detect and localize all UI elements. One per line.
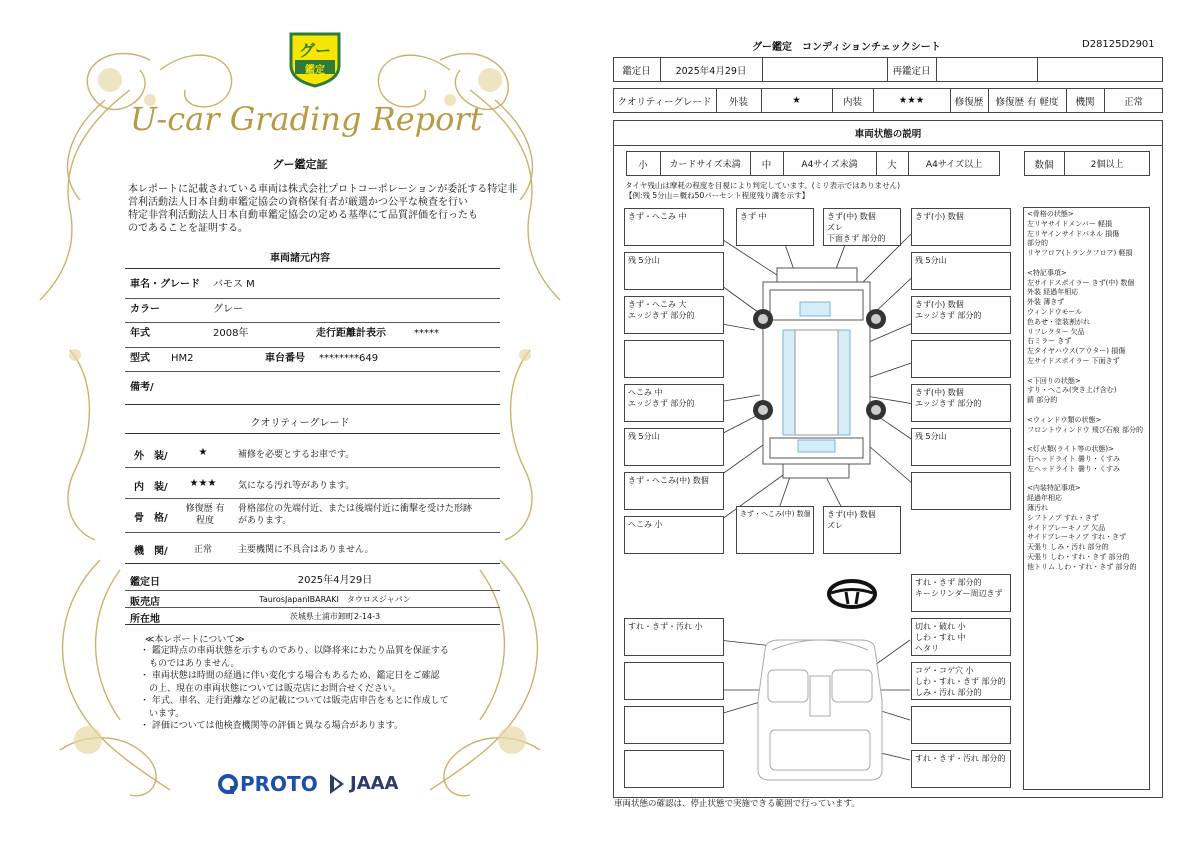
jaaa-logo-text: JAAA: [350, 773, 399, 794]
tire-note-line: 【例:残 5分山＝概ね50パーセント程度残り溝を示す】: [625, 191, 810, 200]
address-value: 茨城県土浦市卸町2-14-3: [289, 612, 381, 621]
special-note-line: 他トリム しわ・すれ・きず 部分的: [1027, 562, 1137, 571]
appraisal-date-label: 鑑定日: [130, 577, 160, 588]
state-title: 車両状態の説明: [854, 128, 922, 140]
certificate-text: [128, 183, 518, 235]
grade-value: ★★★: [189, 478, 217, 489]
damage-text: 残 5分山: [628, 432, 660, 441]
interior-box: [624, 662, 724, 700]
store-value: TaurosJapanIBARAKI タウロスジャパン: [259, 595, 411, 604]
special-note-line: 左サイドスポイラー きず(中) 数個: [1027, 278, 1135, 287]
damage-text: きず(小) 数個: [915, 212, 964, 221]
damage-text: きず(中) 数個 ズレ 下面きず 部分的: [827, 212, 886, 243]
interior-box: [624, 706, 724, 744]
exterior-label: 外装: [728, 96, 748, 108]
note-line: ・ 年式、車名、走行距離などの記載については販売店申告をもとに作成して: [140, 696, 449, 706]
repair-value: 修復歴 有 軽度: [995, 96, 1059, 108]
special-note-line: サイドブレーキノブ 欠品: [1027, 523, 1106, 532]
special-note-line: フロントウィンドウ 飛び石痕 部分的: [1027, 425, 1144, 434]
damage-text: きず(小) 数個 エッジきず 部分的: [915, 300, 982, 320]
date-label: 鑑定日: [622, 65, 651, 77]
grade-label: 内 装/: [134, 482, 168, 493]
special-note-line: [1027, 367, 1149, 377]
special-note-line: [1027, 259, 1149, 269]
special-note-line: 錆 部分的: [1027, 396, 1058, 405]
tire-note-line: タイヤ残山は摩耗の程度を目視により判定しています。(ミリ表示ではありません): [625, 181, 901, 190]
grade-label: クオリティーグレード: [617, 96, 712, 108]
special-notes-list: [1027, 210, 1149, 572]
note-line: の上、現在の車両状態については販売店にお問合せください。: [140, 683, 401, 694]
special-note-line: 右ヘッドライト 曇り・くすみ: [1027, 454, 1121, 463]
special-note-line: 薄汚れ: [1027, 503, 1048, 512]
quality-title: クオリティーグレード: [250, 418, 350, 429]
special-note-line: 色あせ・塗装割がれ: [1027, 317, 1090, 326]
address-label: 所在地: [130, 614, 160, 625]
special-note-line: [1027, 475, 1149, 485]
special-note-line: <ウィンドウ類の状態>: [1027, 415, 1102, 424]
damage-text: 残 5分山: [915, 256, 947, 265]
document-id: D28125D2901: [1082, 39, 1155, 50]
legend-large-desc: A4サイズ以上: [925, 160, 983, 170]
special-note-line: <灯火類(ライト等の状態)>: [1027, 445, 1114, 454]
script-title: U-car Grading Report: [130, 100, 483, 138]
legend-small: 小: [638, 159, 648, 171]
legend-large: 大: [887, 159, 897, 171]
special-note-line: <骨格の状態>: [1027, 210, 1074, 218]
grade-value: 正常: [193, 545, 212, 555]
date-value: 2025年4月29日: [675, 65, 747, 77]
spec-title: 車両諸元内容: [270, 253, 330, 264]
damage-text: きず・へこみ(中) 数個: [628, 476, 709, 485]
interior-text: すれ・きず・汚れ 部分的: [915, 754, 1006, 763]
name-value: バモス M: [213, 279, 255, 290]
interior-text: すれ・きず・汚れ 小: [628, 622, 703, 631]
damage-text: へこみ 小: [628, 520, 663, 529]
grade-desc: 主要機関に不具合はありません。: [238, 545, 374, 555]
special-note-line: <下回りの状態>: [1027, 376, 1081, 385]
interior-value: ★★★: [898, 95, 925, 106]
certificate-line: 特定非営利活動法人日本自動車鑑定協会の定める基準にて品質評価を行ったも: [128, 210, 478, 221]
special-note-line: 左リヤサイドメンバー 軽損: [1027, 219, 1113, 228]
sheet-title: グー鑑定 コンディションチェックシート: [752, 42, 941, 53]
engine-label: 機関: [1075, 96, 1095, 108]
exterior-value: ★: [792, 95, 801, 106]
note-line: ・ 鑑定時点の車両状態を示すものであり、以降将来にわたり品質を保証する: [140, 646, 449, 656]
year-value: 2008年: [213, 328, 249, 339]
special-note-line: 天張り しわ・すれ・きず 部分的: [1027, 552, 1130, 561]
special-note-line: ウィンドウモール: [1027, 307, 1083, 316]
special-note-line: 経過年相応: [1027, 494, 1062, 503]
damage-text: へこみ 中 エッジきず 部分的: [628, 388, 695, 408]
special-note-line: <内装特記事項>: [1027, 484, 1081, 493]
special-note-line: 外装 薄きず: [1027, 298, 1065, 307]
grade-label: 外 装/: [134, 451, 168, 462]
damage-text: きず 中: [740, 212, 767, 221]
grade-desc: 気になる汚れ等があります。: [238, 481, 355, 491]
damage-text: きず(中) 数個 ズレ: [827, 510, 876, 530]
special-note-line: [1027, 435, 1149, 445]
special-note-line: シフトノブ すれ・きず: [1027, 513, 1099, 522]
note-line: ・ 評価については他検査機関等の評価と異なる場合があります。: [140, 721, 403, 731]
grade-desc: 補修を必要とするお車です。: [238, 450, 355, 460]
proto-logo-text: PROTO: [240, 772, 318, 796]
interior-box: [624, 750, 724, 788]
certificate-line: 営利活動法人日本自動車鑑定協会の資格保有者が厳選かつ公平な検査を行い: [128, 197, 468, 208]
grade-desc: 骨格部位の先端付近、または後端付近に衝撃を受けた形跡 があります。: [238, 504, 473, 526]
grade-label: 骨 格/: [134, 513, 168, 524]
mileage-value: *****: [414, 328, 439, 339]
chassis-value: ********649: [319, 353, 379, 364]
special-note-line: [1027, 406, 1149, 416]
chassis-label: 車台番号: [265, 353, 305, 364]
damage-text: きず・へこみ(中) 数個: [740, 510, 811, 518]
grade-label: 機 関/: [134, 546, 168, 557]
goo-appraisal-logo: [287, 30, 343, 88]
certificate-line: のであることを証明する。: [128, 223, 248, 234]
special-note-line: すり・へこみ(突き上げ含む): [1027, 386, 1117, 395]
special-note-line: 左サイドスポイラー 下面きず: [1027, 356, 1120, 365]
damage-text: すれ・きず 部分的 キーシリンダー周辺きず: [915, 578, 1003, 598]
right-condition-sheet: [600, 0, 1200, 848]
remarks-label: 備考/: [130, 382, 154, 393]
legend-count: 数個: [1034, 159, 1054, 171]
damage-text: 残 5分山: [915, 432, 947, 441]
note-line: います。: [140, 708, 185, 719]
special-note-line: 部分的: [1027, 239, 1048, 248]
color-label: カラー: [130, 304, 160, 315]
special-note-line: 外装 経過年相応: [1027, 288, 1079, 297]
damage-text: きず・へこみ 大 エッジきず 部分的: [628, 300, 695, 320]
special-note-line: サイドブレーキノブ すれ・きず: [1027, 533, 1127, 542]
interior-text: 切れ・破れ 小 しわ・すれ 中 ヘタリ: [915, 622, 966, 653]
interior-text: コゲ・コゲ穴 小 しわ・すれ・きず 部分的 しみ・汚れ 部分的: [915, 666, 1006, 697]
legend-count-desc: 2個以上: [1090, 160, 1124, 170]
model-value: HM2: [171, 353, 194, 364]
interior-box: [911, 706, 1011, 744]
name-label: 車名・グレード: [130, 279, 200, 290]
logo-bottom-text: 鑑定: [305, 65, 325, 76]
footer-note: 車両状態の確認は、停止状態で実施できる範囲で行っています。: [614, 799, 860, 809]
special-note-line: <特記事項>: [1027, 268, 1067, 277]
legend-mid-desc: A4サイズ未満: [801, 160, 858, 170]
special-note-line: 左タイヤハウス(アウター) 損傷: [1027, 347, 1126, 356]
color-value: グレー: [213, 304, 243, 315]
damage-text: きず・へこみ 中: [628, 212, 687, 221]
store-label: 販売店: [130, 597, 160, 608]
certificate-title: グー鑑定証: [272, 158, 328, 171]
note-line: ものではありません。: [140, 658, 240, 669]
legend-small-desc: カードサイズ未満: [669, 160, 741, 170]
model-label: 型式: [130, 353, 150, 364]
grade-value: 修復歴 有 程度: [185, 504, 225, 526]
appraisal-date-value: 2025年4月29日: [297, 575, 373, 586]
special-note-line: 左ヘッドライト 曇り・くすみ: [1027, 464, 1121, 473]
interior-label: 内装: [842, 96, 862, 108]
year-label: 年式: [130, 328, 150, 339]
certificate-line: 本レポートに記載されている車両は株式会社プロトコーポレーションが委託する特定非: [128, 184, 518, 195]
mileage-label: 走行距離計表示: [316, 328, 386, 339]
special-note-line: リフレクター 欠品: [1027, 327, 1085, 336]
logo-top-text: グー: [298, 41, 331, 60]
grade-value: ★: [198, 447, 208, 458]
special-note-line: 左リヤインサイドパネル 損傷: [1027, 229, 1120, 238]
special-note-line: 右ミラー きず: [1027, 337, 1072, 346]
note-line: ・ 車両状態は時間の経過に伴い変化する場合もあるため、鑑定日をご確認: [140, 671, 440, 681]
reappraisal-label: 再鑑定日: [892, 65, 931, 77]
notes-title: ≪本レポートについて≫: [145, 635, 245, 645]
engine-value: 正常: [1123, 96, 1143, 108]
damage-text: 残 5分山: [628, 256, 660, 265]
repair-label: 修復歴: [954, 96, 984, 108]
notes-list: [140, 645, 449, 733]
legend-mid: 中: [761, 159, 772, 171]
special-note-line: 天張り しみ・汚れ 部分的: [1027, 543, 1109, 552]
special-note-line: リヤフロア(トランクフロア) 軽損: [1027, 249, 1133, 258]
damage-text: きず(中) 数個 エッジきず 部分的: [915, 388, 982, 408]
